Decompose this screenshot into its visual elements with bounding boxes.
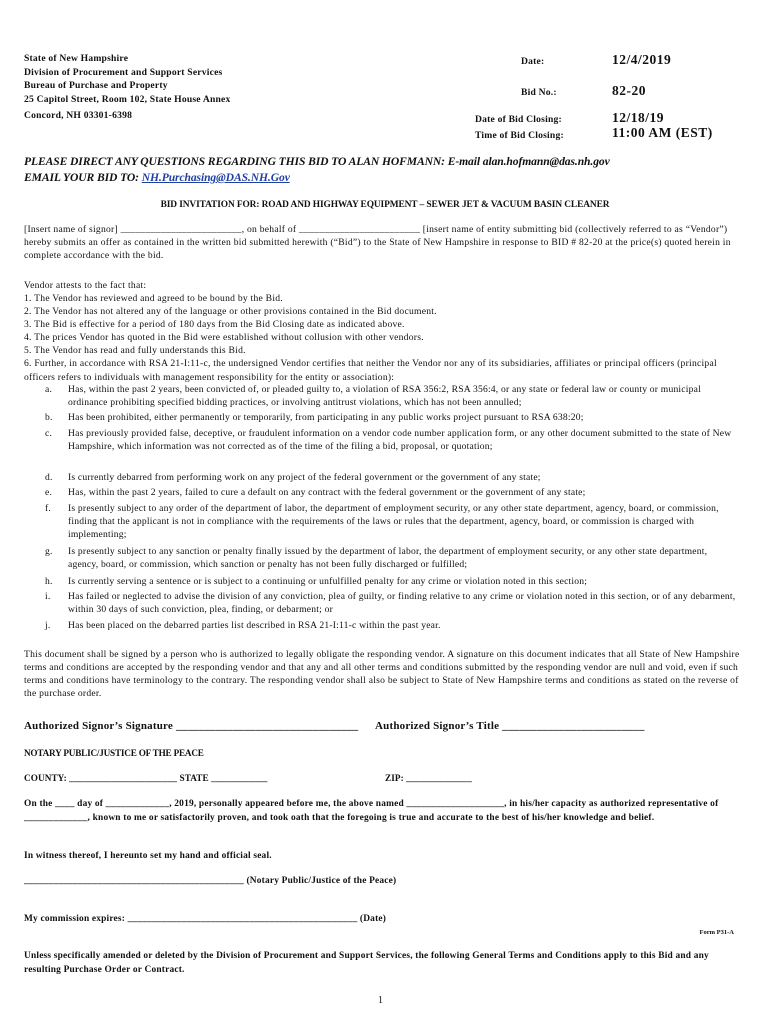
attests-items xyxy=(24,292,740,384)
email-bid-line xyxy=(24,170,764,186)
sub-item-d xyxy=(0,471,770,485)
signor-title-field[interactable]: Authorized Signor’s Title _________________________ xyxy=(375,720,645,732)
signature-paragraph: This document shall be signed by a person who is authorized to legally obligate the responding vendor. A signature on this document indicates that all State of New Hampshire terms and conditions are accepted by the responding vendor and that any and all other terms and conditions submitted by the responding vendor are null and void, even if such terms and conditions have terminology to the contrary. The responding vendor shall also be subject to State of New Hampshire terms and conditions as stated on the reverse of the purchase order. xyxy=(24,649,740,700)
sub-item-letter: f. xyxy=(45,503,51,514)
page-number: 1 xyxy=(378,995,383,1006)
attests-lead: Vendor attests to the fact that: xyxy=(24,280,147,291)
agency-address-block xyxy=(24,52,324,123)
notary-oath: On the ____ day of _____________, 2019, personally appeared before me, the above named ____________________, in his/her capacity as authorized representative of _____________, known to me or satisfactorily proven, and took oath that the foregoing is true and accurate to the best of his/her knowledge and belief. xyxy=(24,799,719,823)
date-label: Date: xyxy=(521,56,545,67)
sub-item-h xyxy=(0,575,770,589)
sub-item-text: Is currently debarred from performing work on any project of the federal government or the government of any state; xyxy=(68,472,541,483)
sub-item-g xyxy=(0,545,770,573)
questions-contact-line: PLEASE DIRECT ANY QUESTIONS REGARDING THIS BID TO ALAN HOFMANN: E-mail alan.hofmann@das.nh.gov xyxy=(24,155,610,168)
questions-contact xyxy=(24,154,764,186)
attest-item-2: 2. The Vendor has not altered any of the language or other provisions contained in the Bid document. xyxy=(24,306,437,318)
attest-item-1: 1. The Vendor has reviewed and agreed to be bound by the Bid. xyxy=(24,293,283,304)
bid-invitation-title: BID INVITATION FOR: ROAD AND HIGHWAY EQUIPMENT – SEWER JET & VACUUM BASIN CLEANER xyxy=(160,200,610,210)
sub-item-letter: a. xyxy=(45,384,53,395)
zip-field[interactable]: ZIP: ______________ xyxy=(385,773,472,783)
agency-line-division: Division of Procurement and Support Services xyxy=(24,66,223,78)
bid-no-value: 82-20 xyxy=(612,83,646,98)
attest-item-3: 3. The Bid is effective for a period of 180 days from the Bid Closing date as indicated above. xyxy=(24,319,405,331)
sub-item-e xyxy=(0,486,770,500)
attest-item-4: 4. The prices Vendor has quoted in the Bid were established without collusion with other vendors. xyxy=(24,332,424,344)
notary-heading: NOTARY PUBLIC/JUSTICE OF THE PEACE xyxy=(24,748,204,758)
commission-expires-field[interactable]: My commission expires: _______________________________________________ (Date) xyxy=(24,914,387,924)
sub-item-i xyxy=(0,590,770,618)
general-terms-notice: Unless specifically amended or deleted by the Division of Procurement and Support Services, the following General Terms and Conditions apply to this Bid and any resulting Purchase Order or Contract. xyxy=(24,951,709,975)
attest-item-6: 6. Further, in accordance with RSA 21-I:11-c, the undersigned Vendor certifies that neither the Vendor nor any of its subsidiaries, affiliates or principal officers (principal officers refers to individuals with management responsibility for the entity or association): xyxy=(24,358,717,383)
sub-item-letter: e. xyxy=(45,487,53,498)
sub-item-b xyxy=(0,411,770,425)
sub-item-text: Is presently subject to any order of the department of labor, the department of employment security, or any other state department, agency, board, or commission, finding that the applicant is not in compliance with the requirements of the laws or rules that the department, agency, board, or commission is charged with implementing; xyxy=(68,503,719,541)
bid-no-label: Bid No.: xyxy=(521,87,557,98)
sub-item-letter: i. xyxy=(45,591,51,602)
intro-paragraph: [Insert name of signor] ________________________, on behalf of ________________________ [insert name of entity submitting bid (collectively referred to as “Vendor”) hereby submits an offer as contained in the written bid submitted herewith (“Bid”) to the State of New Hampshire in response to BID # 82-20 at the price(s) quoted herein in complete accordance with the bid. xyxy=(24,224,731,262)
sub-item-f xyxy=(0,502,770,542)
notary-signature-field[interactable]: _____________________________________________ (Notary Public/Justice of the Peace) xyxy=(24,876,397,886)
sub-item-j xyxy=(0,619,770,633)
sub-item-a xyxy=(0,383,770,411)
closing-date-value: 12/18/19 xyxy=(612,110,665,125)
closing-time-label: Time of Bid Closing: xyxy=(475,130,564,141)
notary-witness: In witness thereof, I hereunto set my hand and official seal. xyxy=(24,851,272,861)
sub-item-letter: d. xyxy=(45,472,53,483)
email-bid-link[interactable]: NH.Purchasing@DAS.NH.Gov xyxy=(141,171,290,184)
sub-item-letter: h. xyxy=(45,576,53,587)
closing-date-label: Date of Bid Closing: xyxy=(475,114,562,125)
sub-item-letter: b. xyxy=(45,412,53,423)
date-value: 12/4/2019 xyxy=(612,52,672,67)
agency-line-street: 25 Capitol Street, Room 102, State House Annex xyxy=(24,93,231,105)
sub-item-text: Has failed or neglected to advise the division of any conviction, plea of guilty, or finding relative to any crime or violation noted in this section, or of any debarment, within 30 days of such conviction, plea, finding, or debarment; or xyxy=(68,591,736,616)
form-number: Form P31-A xyxy=(699,929,734,936)
sub-item-text: Has, within the past 2 years, been convicted of, or pleaded guilty to, a violation of RSA 356:2, RSA 356:4, or any state or federal law or county or municipal ordinance prohibiting specified bidding practices, or involving antitrust violations, which has not been annulled; xyxy=(68,384,701,409)
sub-item-text: Has previously provided false, deceptive, or fraudulent information on a vendor code number application form, or any other document submitted to the state of New Hampshire, which information was not corrected as of the time of the filing a bid, proposal, or quotation; xyxy=(68,428,732,453)
county-state-field[interactable]: COUNTY: _______________________ STATE ____________ xyxy=(24,773,268,783)
agency-line-bureau: Bureau of Purchase and Property xyxy=(24,80,168,91)
sub-item-c xyxy=(0,427,770,467)
attest-item-5: 5. The Vendor has read and fully understands this Bid. xyxy=(24,345,246,357)
email-bid-prefix: EMAIL YOUR BID TO: xyxy=(24,171,139,184)
sub-item-text: Has been placed on the debarred parties list described in RSA 21-I:11-c within the past year. xyxy=(68,620,441,631)
closing-time-value: 11:00 AM (EST) xyxy=(612,125,713,140)
sub-item-letter: c. xyxy=(45,428,53,439)
sub-item-letter: j. xyxy=(45,620,51,631)
sub-item-text: Is currently serving a sentence or is subject to a continuing or unfulfilled penalty for any crime or violation noted in this section; xyxy=(68,576,588,587)
sub-item-text: Is presently subject to any sanction or penalty finally issued by the department of labor, the department of employment security, or any other state department, agency, board, or commission, which sanction or penalty has not been fully discharged or fulfilled; xyxy=(68,546,708,571)
sub-item-text: Has been prohibited, either permanently or temporarily, from participating in any public works project pursuant to RSA 638:20; xyxy=(68,412,584,423)
signor-signature-field[interactable]: Authorized Signor’s Signature ________________________________ xyxy=(24,720,359,732)
sub-item-text: Has, within the past 2 years, failed to cure a default on any contract with the federal government or the government of any state; xyxy=(68,487,586,498)
sub-item-letter: g. xyxy=(45,546,53,557)
agency-line-city: Concord, NH 03301-6398 xyxy=(24,110,133,121)
agency-line-state: State of New Hampshire xyxy=(24,53,129,64)
